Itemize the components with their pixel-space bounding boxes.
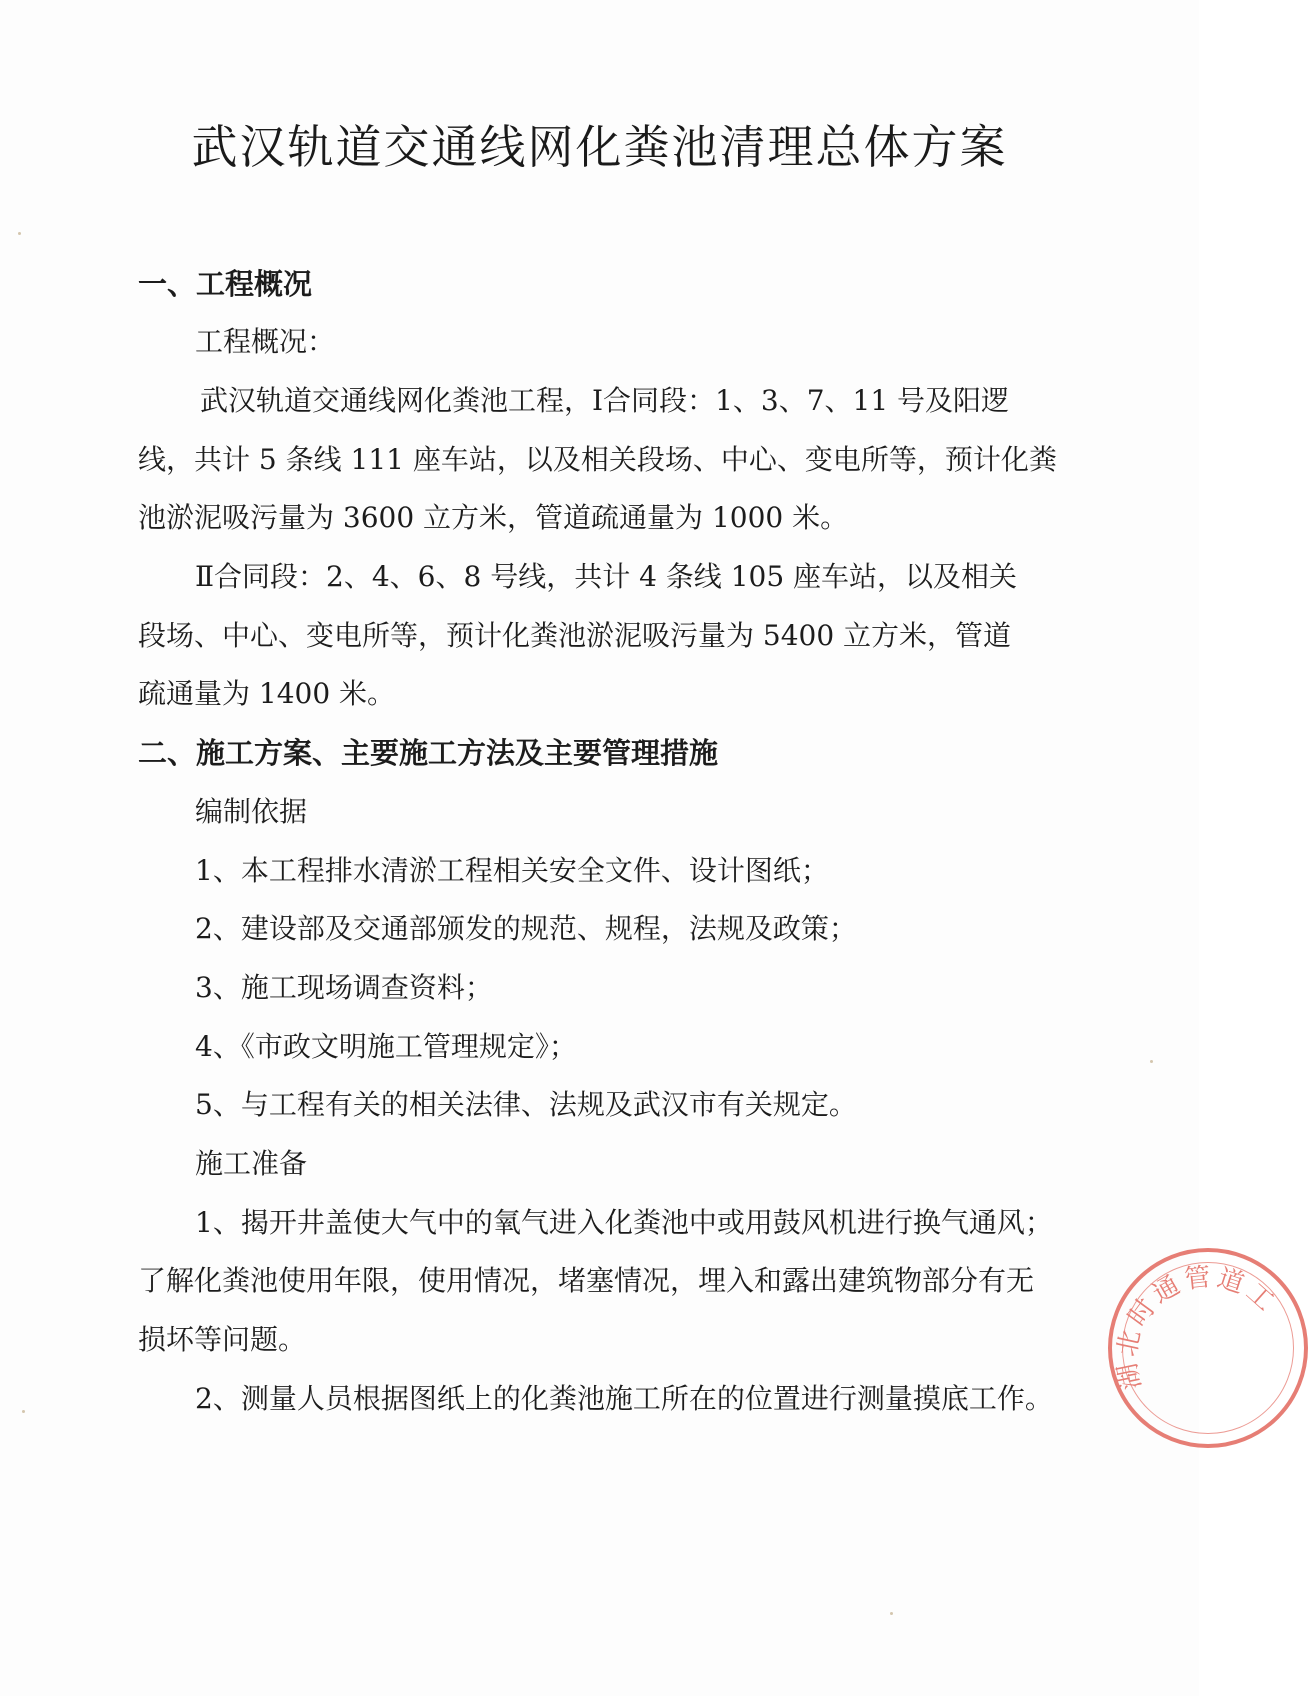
section-heading-1: 一、工程概况 <box>138 267 313 301</box>
scan-speck <box>22 1410 25 1413</box>
document-title: 武汉轨道交通线网化粪池清理总体方案 <box>191 120 1008 174</box>
list-item: 2、建设部及交通部颁发的规范、规程，法规及政策； <box>195 912 857 945</box>
paragraph-line: 损坏等问题。 <box>138 1323 307 1356</box>
paragraph-line: 1、揭开井盖使大气中的氧气进入化粪池中或用鼓风机进行换气通风； <box>195 1206 1053 1239</box>
scan-speck <box>1150 1060 1153 1063</box>
paragraph-line: 线，共计 5 条线 111 座车站，以及相关段场、中心、变电所等，预计化粪 <box>138 443 1057 476</box>
list-item: 5、与工程有关的相关法律、法规及武汉市有关规定。 <box>195 1088 857 1121</box>
subheading-preparation: 施工准备 <box>195 1147 308 1180</box>
scan-speck <box>890 1612 893 1615</box>
paragraph-line: 池淤泥吸污量为 3600 立方米，管道疏通量为 1000 米。 <box>138 501 849 534</box>
subheading-overview: 工程概况： <box>195 325 336 358</box>
paragraph-line: 2、测量人员根据图纸上的化粪池施工所在的位置进行测量摸底工作。 <box>195 1382 1053 1415</box>
paragraph-line: 了解化粪池使用年限，使用情况，堵塞情况，埋入和露出建筑物部分有无 <box>138 1264 1035 1297</box>
paragraph-line: 疏通量为 1400 米。 <box>138 677 396 710</box>
official-seal <box>1108 1248 1308 1448</box>
paragraph-line: 武汉轨道交通线网化粪池工程，Ⅰ合同段：1、3、7、11 号及阳逻 <box>200 384 1010 417</box>
paragraph-line: 段场、中心、变电所等，预计化粪池淤泥吸污量为 5400 立方米，管道 <box>138 619 1012 652</box>
seal-text-graphic <box>1108 1248 1308 1448</box>
subheading-basis: 编制依据 <box>195 795 308 828</box>
svg-text:湖北时通管道工: 湖北时通管道工 <box>1111 1262 1283 1393</box>
list-item: 1、本工程排水清淤工程相关安全文件、设计图纸； <box>195 854 829 887</box>
scan-speck <box>18 232 21 235</box>
section-heading-2: 二、施工方案、主要施工方法及主要管理措施 <box>138 736 719 770</box>
paragraph-line: Ⅱ合同段：2、4、6、8 号线，共计 4 条线 105 座车站，以及相关 <box>195 560 1018 593</box>
list-item: 4、《市政文明施工管理规定》； <box>195 1030 577 1063</box>
list-item: 3、施工现场调查资料； <box>195 971 493 1004</box>
